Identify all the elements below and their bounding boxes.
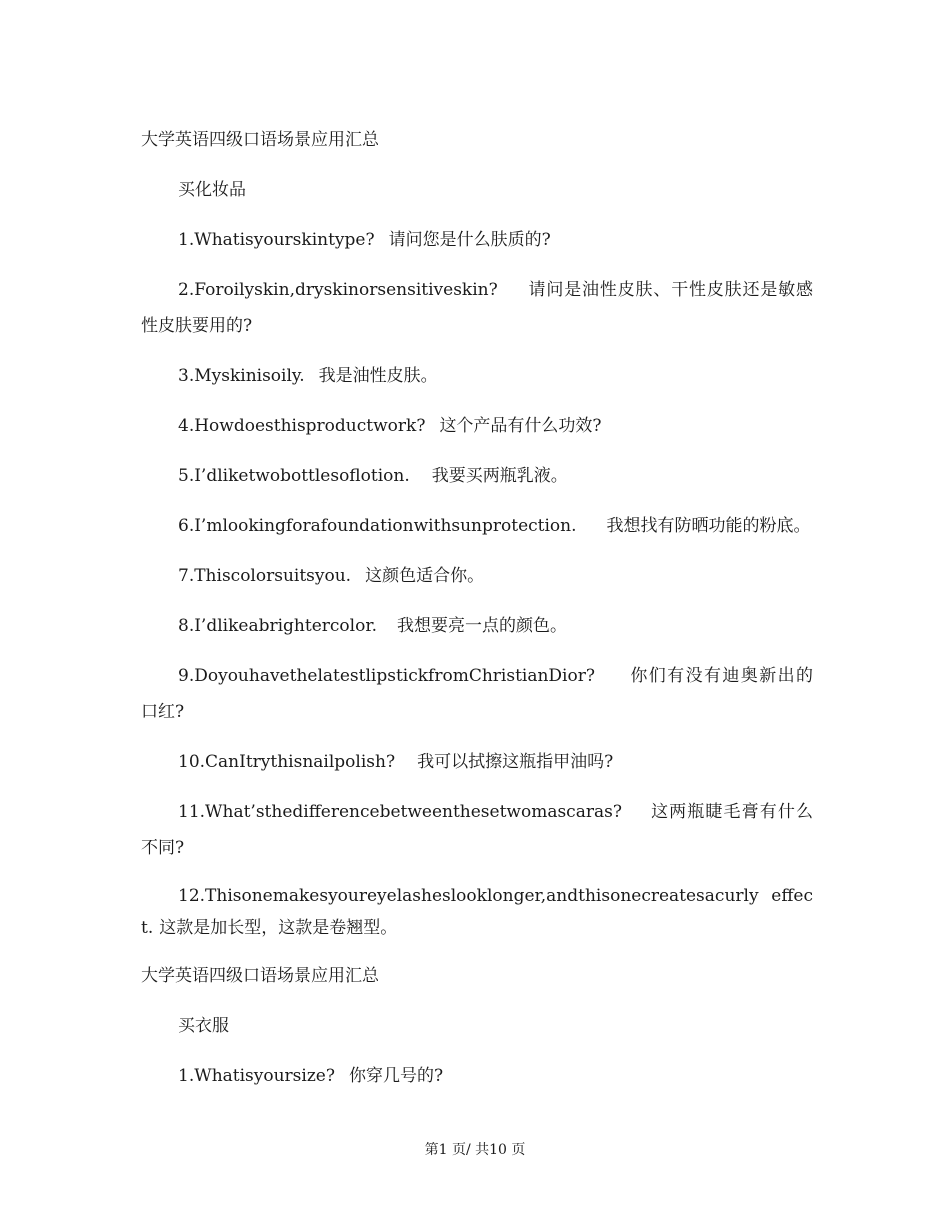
phrase-zh: 你们有没有迪奥新出的口红? <box>141 666 813 722</box>
phrase-zh: 请问是油性皮肤、干性皮肤还是敏感性皮肤要用的? <box>141 280 813 336</box>
phrase-en: 3.Myskinisoily. <box>178 366 305 386</box>
page-footer <box>0 1140 950 1160</box>
phrase-en: 2.Foroilyskin,dryskinorsensitiveskin? <box>178 280 498 300</box>
phrase-zh: 这款是加长型，这款是卷翘型。 <box>159 918 398 938</box>
phrase-zh: 你穿几号的? <box>348 1066 444 1086</box>
section-heading: 大学英语四级口语场景应用汇总 <box>141 130 379 150</box>
phrase-zh: 这颜色适合你。 <box>365 566 485 586</box>
document-body <box>141 122 813 1108</box>
phrase-item <box>141 358 813 394</box>
phrase-en: 11.What’sthedifferencebetweenthesetwomascaras? <box>178 802 622 822</box>
phrase-en: 4.Howdoesthisproductwork? <box>178 416 426 436</box>
phrase-zh: 我是油性皮肤。 <box>318 366 438 386</box>
phrase-item <box>141 508 813 544</box>
phrase-en: 1.Whatisyoursize? <box>178 1066 335 1086</box>
phrase-item <box>141 794 813 866</box>
phrase-zh: 我要买两瓶乳液。 <box>431 466 568 486</box>
phrase-zh: 我可以拭擦这瓶指甲油吗? <box>417 752 614 772</box>
phrase-en: 7.Thiscolorsuitsyou. <box>178 566 352 586</box>
section-heading: 大学英语四级口语场景应用汇总 <box>141 966 379 986</box>
phrase-zh: 这两瓶睫毛膏有什么不同? <box>141 802 813 858</box>
phrase-zh: 这个产品有什么功效? <box>439 416 602 436</box>
phrase-item <box>141 408 813 444</box>
phrase-item <box>141 744 813 780</box>
phrase-item <box>141 880 813 944</box>
phrase-zh: 我想要亮一点的颜色。 <box>396 616 567 636</box>
phrase-en: 6.I’mlookingforafoundationwithsunprotection. <box>178 516 577 536</box>
phrase-item <box>141 1058 813 1094</box>
phrase-en: 5.I’dliketwobottlesoflotion. <box>178 466 410 486</box>
section-subheading: 买化妆品 <box>178 180 246 200</box>
phrase-item <box>141 458 813 494</box>
phrase-en: 8.I’dlikeabrightercolor. <box>178 616 377 636</box>
phrase-item <box>141 222 813 258</box>
phrase-zh: 我想找有防晒功能的粉底。 <box>606 516 811 536</box>
phrase-en: 12.Thisonemakesyoureyelasheslooklonger,andthisonecreatesacurly effect. <box>141 886 813 938</box>
phrase-en: 10.CanItrythisnailpolish? <box>178 752 396 772</box>
phrase-en: 9.DoyouhavethelatestlipstickfromChristianDior? <box>178 666 595 686</box>
phrase-en: 1.Whatisyourskintype? <box>178 230 375 250</box>
phrase-item <box>141 272 813 344</box>
section-subheading: 买衣服 <box>178 1016 229 1036</box>
phrase-item <box>141 608 813 644</box>
phrase-item <box>141 558 813 594</box>
phrase-item <box>141 658 813 730</box>
phrase-zh: 请问您是什么肤质的? <box>388 230 551 250</box>
page-number-label: 第1 页/ 共10 页 <box>424 1142 526 1158</box>
